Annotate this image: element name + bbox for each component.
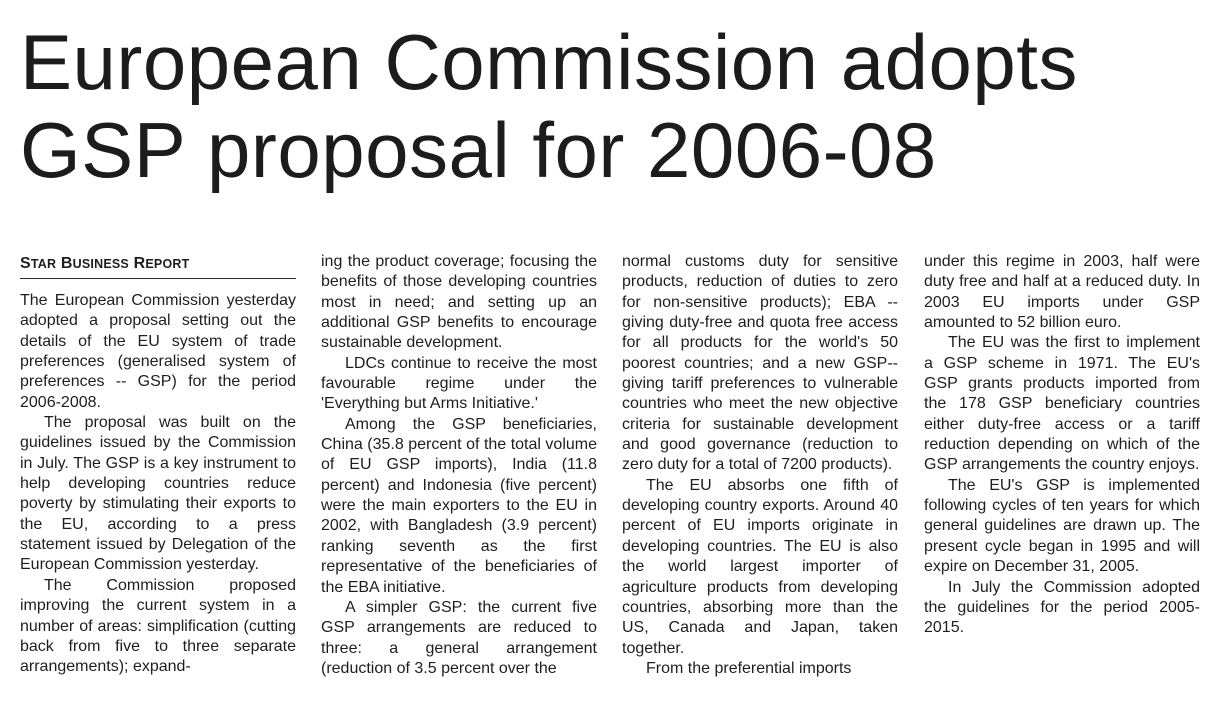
paragraph: A simpler GSP: the current five GSP arrangements are reduced to three: a general arrangement (reduction of 3.5 percent over the [321,598,597,677]
paragraph: Among the GSP beneficiaries, China (35.8 percent of the total volume of EU GSP imports), India (11.8 percent) and Indonesia (five percent) were the main exporters to the EU in 2002, with Bangladesh (3.9 percent) ranking seventh as the first representative of the beneficiaries of the EBA initiative. [321,415,597,596]
column-1 [20,254,296,678]
paragraph: The European Commission yesterday adopted a proposal setting out the details of the EU system of trade preferences (generalised system of preferences -- GSP) for the period 2006-2008. [20,292,296,411]
paragraph: The EU's GSP is implemented following cycles of ten years for which general guidelines are drawn up. The present cycle began in 1995 and will expire on December 31, 2005. [924,476,1200,576]
headline [20,18,1200,194]
paragraph: The EU was the first to implement a GSP scheme in 1971. The EU's GSP grants products imported from the 178 GSP beneficiary countries either duty-free access or a tariff reduction depending on which of the GSP arrangements the country enjoys. [924,334,1200,474]
headline-line-2: GSP proposal for 2006-08 [20,106,937,194]
paragraph: under this regime in 2003, half were duty free and half at a reduced duty. In 2003 EU imports under GSP amounted to 52 billion euro. [924,253,1200,332]
column-3 [622,252,898,679]
headline-line-1: European Commission adopts [20,18,1078,106]
column-4 [924,252,1200,639]
paragraph: From the preferential imports [646,659,852,677]
byline: STAR BUSINESS REPORT [20,254,296,279]
paragraph: The Commission proposed improving the current system in a number of areas: simplification (cutting back from five to three separate arrangements); expand- [20,576,296,676]
paragraph: LDCs continue to receive the most favourable regime under the 'Everything but Arms Initiative.' [321,354,597,413]
column-2 [321,252,597,679]
paragraph: In July the Commission adopted the guidelines for the period 2005-2015. [924,578,1200,637]
paragraph: The proposal was built on the guidelines issued by the Commission in July. The GSP is a key instrument to help developing countries reduce poverty by stimulating their exports to the EU, according to a press statement issued by Delegation of the European Commission yesterday. [20,414,296,574]
paragraph: normal customs duty for sensitive products, reduction of duties to zero for non-sensitive products); EBA -- giving duty-free and quota free access for all products for the world's 50 poorest countries; and a new GSP-- giving tariff preferences to vulnerable countries who meet the new objective criteria for sustainable development and good governance (reduction to zero duty for a total of 7200 products). [622,253,898,474]
paragraph: The EU absorbs one fifth of developing country exports. Around 40 percent of EU imports originate in developing countries. The EU is also the world largest importer of agriculture products from developing countries, absorbing more than the US, Canada and Japan, taken together. [622,476,898,657]
paragraph: ing the product coverage; focusing the benefits of those developing countries most in need; and setting up an additional GSP benefits to encourage sustainable development. [321,253,597,352]
